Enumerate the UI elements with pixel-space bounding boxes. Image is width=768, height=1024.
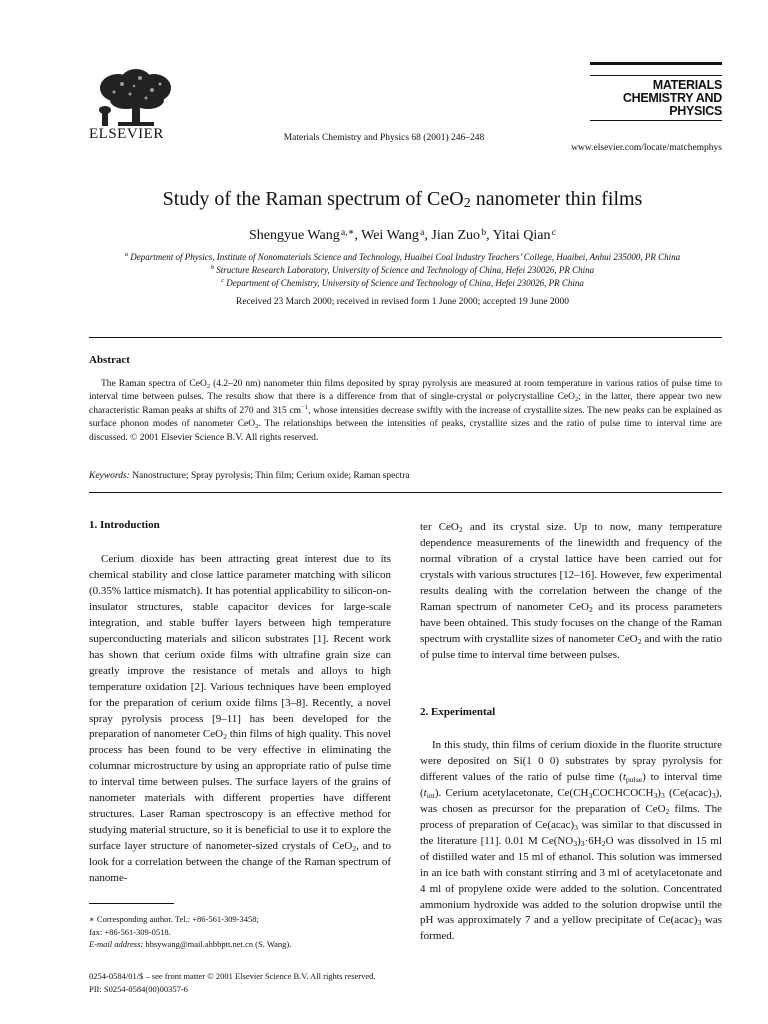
author-name: Wei Wang [361,228,419,243]
author-affil-mark: a,∗ [340,227,355,238]
author-affil-mark: b [481,227,487,238]
publisher-name: ELSEVIER [89,126,164,142]
issn-line: 0254-0584/01/$ – see front matter © 2001 Elsevier Science B.V. All rights reserved. [89,971,376,981]
author-affil-mark: a [420,227,425,238]
title-text-end: nanometer thin films [470,188,643,210]
footnote-phone: ∗ Corresponding author. Tel.: +86-561-309-3458; [89,914,259,924]
footnote-rule [89,903,174,904]
introduction-text-column-2: ter CeO$_2$ and its crystal size. Up to now, many temperature dependence measurements of the linewidth and frequency of the normal vibration of a crystal lattice have been carried out for crystals with various structures [12–16]. However, few experimental results dealing with the correlation between the change of the Raman spectrum of nanometer CeO$_2$ and its process parameters have been obtained. This study focuses on the change of the Raman spectrum with crystallite sizes of nanometer CeO$_2$ and with the ratio of pulse time to interval time between pulses. [420,521,723,661]
affiliation-text: Department of Physics, Institute of Nonomaterials Science and Technology, Huaibei Coal Industry Teachers’ College, Huaibei, Anhui 235000, PR China [130,252,681,262]
brand-rule-top [590,62,722,76]
affiliation-mark: b [210,264,214,271]
section-heading-introduction: 1. Introduction [89,519,160,531]
brand-rule-bottom [590,120,722,121]
email-label: E-mail address: [89,939,144,949]
author-name: Jian Zuo [431,228,481,243]
corresponding-author-footnote [89,913,389,951]
abstract-text: The Raman spectra of CeO$_2$ (4.2–20 nm) nanometer thin films deposited by spray pyrolysis are measured at room temperature in various ratios of pulse time to interval time between pulses. The results show that there is a difference from that of single-crystal or polycrystalline CeO$_2$; in the latter, there appear two new characteristic Raman peaks at shifts of 270 and 315 $cm^{-1}$, whose intensities decrease swiftly with the increase of crystallite sizes. The new peaks can be explained as surface phonon modes of nanometer CeO$_2$. The relationships between the intensities of peaks, crystallite sizes and the ratio of pulse time to interval time are discussed. © 2001 Elsevier Science B.V. All rights reserved. [89,379,722,443]
elsevier-tree-logo [88,64,184,134]
affiliation-mark: a [124,251,129,258]
author-name: Yitai Qian [492,228,551,243]
affiliations [0,251,768,290]
article-title [0,188,768,211]
author-sep: , [486,228,493,243]
pii-line: PII: S0254-0584(00)00357-6 [89,984,188,994]
affiliation-item [0,264,768,277]
article-dates: Received 23 March 2000; received in revised form 1 June 2000; accepted 19 June 2000 [236,297,569,307]
introduction-text-column-1: Cerium dioxide has been attracting great interest due to its chemical stability and close lattice parameter matching with silicon (0.35% lattice mismatch). It has potential applicability to silicon-on-insulator structures, stable capacitor devices for large-scale integration, and stable buffer layers between high temperature superconducting materials and silicon substrates [1]. Recent work has shown that cerium oxide films with ultrafine grain size can greatly improve the resistance of metals and alloys to high temperature oxidation [2]. Various techniques have been employed for the preparation of cerium oxide films [3–8]. Recently, a novel spray pyrolysis process [9–11] has been developed for the preparation of nanometer CeO$_2$ thin films of high quality. This novel process has been found to be very effective in eliminating the columnar microstructure by using an appropriate ratio of pulse time to interval time between pulses. The surface layers of the grains of nanometer materials with different properties have different structures. Laser Raman spectroscopy is an effective method for studying material structure, so it is beneficial to use it to explore the surface layer structure of nanometer-sized crystals of CeO$_2$, and to look for a correlation between the change of the Raman spectrum of nanome- [89,553,392,885]
author-sep: , [424,228,432,243]
journal-url-link[interactable]: www.elsevier.com/locate/matchemphys [571,143,722,153]
affiliation-text: Department of Chemistry, University of Science and Technology of China, Hefei 230026, PR China [226,278,584,288]
brand-line-1: MATERIALS [652,78,722,92]
affiliation-mark: c [221,277,224,284]
title-subscript: 2 [463,196,471,211]
author-sep: , [354,228,362,243]
affiliation-item [0,251,768,264]
email-address: hbsywang@mail.ahbbptt.net.cn (S. Wang). [143,939,292,949]
affiliation-text: Structure Research Laboratory, University of Science and Technology of China, Hefei 230026, PR China [216,265,595,275]
journal-citation: Materials Chemistry and Physics 68 (2001) 246–248 [283,133,485,143]
keywords [89,471,722,481]
author-name: Shengyue Wang [248,228,340,243]
abstract-rule-top [89,337,722,338]
keywords-list: Nanostructure; Spray pyrolysis; Thin film; Cerium oxide; Raman spectra [129,471,410,481]
brand-line-3: PHYSICS [669,104,722,118]
author-affil-mark: c [551,227,557,238]
title-text: Study of the Raman spectrum of CeO [162,188,464,210]
abstract-rule-bottom [89,492,722,493]
brand-line-2: CHEMISTRY AND [622,91,722,105]
section-heading-experimental: 2. Experimental [420,706,496,718]
experimental-text: In this study, thin films of cerium dioxide in the fluorite structure were deposited on Si(1 0 0) substrates by spray pyrolysis for different values of the ratio of pulse time $(t_{pulse})$ to interval time $(t_{int})$. Cerium acetylacetonate, $Ce(CH_3COCHCOCH_3)_3$ $(Ce(acac)_3)$, was chosen as precursor for the preparation of CeO$_2$ films. The process of preparation of $Ce(acac)_3$ was similar to that discussed in the literature [11]. 0.01 M $Ce(NO_3)_3\cdot 6H_2O$ was dissolved in 15 ml of distilled water and 15 ml of ethanol. This solution was immersed in an ice bath with constant stirring and 3 ml of acetylacetonate and 4 ml of propylene oxide were added to the solution. Concentrated ammonium hydroxide was added to the solution dropwise until the pH was approximately 7 and a yellow precipitate of $Ce(acac)_3$ was formed. [420,739,723,943]
journal-brand [590,62,722,121]
affiliation-item [0,277,768,290]
front-matter-footer [89,970,489,996]
footnote-fax: fax: +86-561-309-0518. [89,926,171,937]
abstract-heading: Abstract [89,354,130,366]
keywords-label: Keywords: [89,471,130,481]
footnote-email [89,938,389,951]
author-list [0,228,768,244]
